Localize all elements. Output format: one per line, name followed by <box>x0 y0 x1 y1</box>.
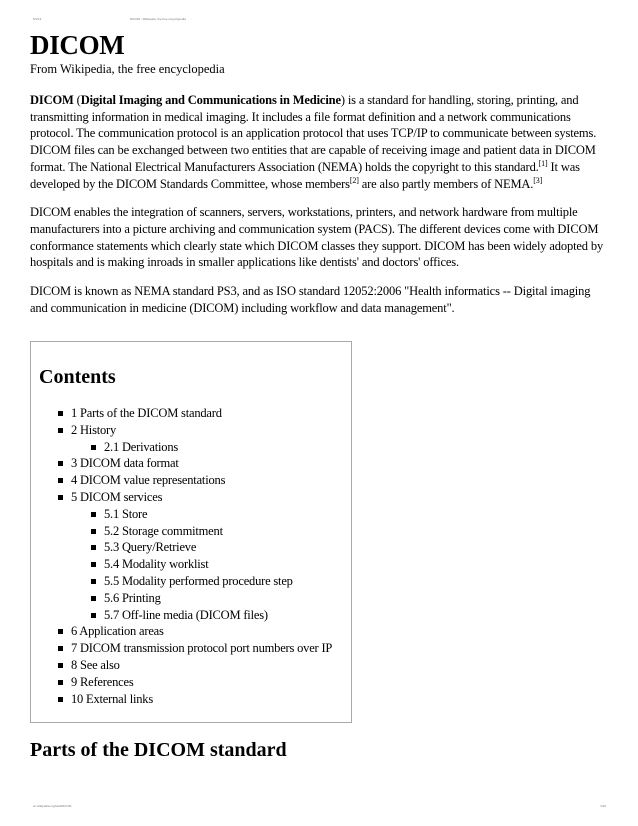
article-subtitle: From Wikipedia, the free encyclopedia <box>30 62 225 76</box>
toc-subitem[interactable]: 5.4 Modality worklist <box>31 556 351 573</box>
intro-text-1: ) is a standard for handling, storing, printing, and transmitting information in medical imaging. It includes a file format definition and a network communications protocol. The communication protocol is an application protocol that uses TCP/IP to communicate between systems. DICOM files can be exchanged between two entities that are capable of receiving image and patient data in DICOM format. The National Electrical Manufacturers Association (NEMA) holds the copyright to this standard. <box>30 93 597 174</box>
toc-subitem[interactable]: 5.7 Off-line media (DICOM files) <box>31 607 351 624</box>
toc-title: Contents <box>39 366 116 388</box>
intro-open-paren: ( <box>73 93 81 107</box>
toc-item[interactable]: 8 See also <box>31 657 351 674</box>
article-title: DICOM <box>30 30 125 60</box>
print-page-title: DICOM - Wikipedia, the free encyclopedia <box>130 17 186 21</box>
paragraph-pacs: DICOM enables the integration of scanners, servers, workstations, printers, and network hardware from multiple manufacturers into a picture archiving and communication system (PACS). The different devices come with DICOM conformance statements which clearly state which DICOM classes they support. DICOM has been widely adopted by hospitals and is making inroads in smaller applications like dentists' and doctors' offices. <box>30 205 604 270</box>
toc-item[interactable]: 2 History <box>31 422 351 439</box>
intro-paragraph <box>30 92 608 192</box>
toc-subitem[interactable]: 2.1 Derivations <box>31 439 351 456</box>
toc-list <box>31 405 351 707</box>
toc-subitem[interactable]: 5.6 Printing <box>31 590 351 607</box>
print-date: 5/1/13 <box>33 17 42 21</box>
toc-item[interactable]: 4 DICOM value representations <box>31 472 351 489</box>
toc-item[interactable]: 7 DICOM transmission protocol port numbers over IP <box>31 640 351 657</box>
toc-item[interactable]: 6 Application areas <box>31 623 351 640</box>
intro-text-2: It was developed by the DICOM Standards Committee, whose members <box>30 159 580 191</box>
reference-link-2[interactable]: [2] <box>349 175 359 185</box>
section-heading: Parts of the DICOM standard <box>30 739 287 761</box>
intro-text-3: are also partly members of NEMA. <box>358 176 534 191</box>
paragraph-standards: DICOM is known as NEMA standard PS3, and as ISO standard 12052:2006 "Health informatics -- Digital imaging and communication in medicine (DICOM) including workflow and data management". <box>30 284 591 315</box>
toc-item[interactable]: 1 Parts of the DICOM standard <box>31 405 351 422</box>
article-content <box>30 29 608 328</box>
toc-item[interactable]: 9 References <box>31 674 351 691</box>
toc-item[interactable]: 5 DICOM services <box>31 489 351 506</box>
toc-subitem[interactable]: 5.3 Query/Retrieve <box>31 539 351 556</box>
toc-subitem[interactable]: 5.1 Store <box>31 506 351 523</box>
print-url: en.wikipedia.org/wiki/DICOM <box>33 804 72 808</box>
table-of-contents <box>30 341 352 723</box>
intro-lead-term: DICOM <box>30 93 74 107</box>
intro-expansion: Digital Imaging and Communications in Medicine <box>80 93 341 107</box>
print-page-number: 1/15 <box>600 804 606 808</box>
toc-item[interactable]: 3 DICOM data format <box>31 455 351 472</box>
toc-subitem[interactable]: 5.5 Modality performed procedure step <box>31 573 351 590</box>
reference-link-3[interactable]: [3] <box>533 175 543 185</box>
toc-subitem[interactable]: 5.2 Storage commitment <box>31 523 351 540</box>
reference-link-1[interactable]: [1] <box>538 158 548 168</box>
toc-item[interactable]: 10 External links <box>31 691 351 708</box>
